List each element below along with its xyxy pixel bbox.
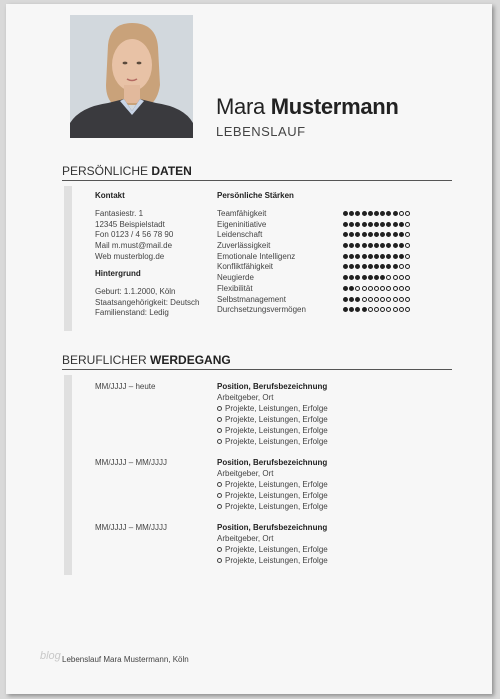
job-achievement xyxy=(217,425,328,436)
rating-dot-filled xyxy=(374,211,379,216)
rating-dot-filled xyxy=(386,254,391,259)
rating-dot-empty xyxy=(393,286,398,291)
bullet-circle-icon xyxy=(217,406,222,411)
job-employer: Arbeitgeber, Ort xyxy=(217,469,274,478)
strength-row xyxy=(217,209,427,220)
career-section-title xyxy=(62,353,231,367)
job-achievement-text: Projekte, Leistungen, Erfolge xyxy=(225,556,328,565)
rating-dot-filled xyxy=(343,232,348,237)
job-achievement xyxy=(217,414,328,425)
rating-dot-filled xyxy=(368,264,373,269)
job-achievement-text: Projekte, Leistungen, Erfolge xyxy=(225,415,328,424)
rating-dot-filled xyxy=(368,211,373,216)
job-achievement-text: Projekte, Leistungen, Erfolge xyxy=(225,437,328,446)
job-date: MM/JJJJ – MM/JJJJ xyxy=(95,458,167,467)
rating-dot-filled xyxy=(355,297,360,302)
strengths-heading: Persönliche Stärken xyxy=(217,191,294,200)
rating-dot-filled xyxy=(368,232,373,237)
rating-dot-filled xyxy=(393,232,398,237)
rating-dot-filled xyxy=(349,211,354,216)
rating-dot-filled xyxy=(343,211,348,216)
rating-dot-filled xyxy=(393,243,398,248)
rating-dot-filled xyxy=(374,254,379,259)
strength-name: Durchsetzungsvermögen xyxy=(217,305,306,315)
rating-dot-filled xyxy=(362,211,367,216)
rating-dot-filled xyxy=(393,254,398,259)
job-achievement-text: Projekte, Leistungen, Erfolge xyxy=(225,502,328,511)
strength-name: Zuverlässigkeit xyxy=(217,241,271,251)
rating-dot-filled xyxy=(355,243,360,248)
strength-rating xyxy=(343,286,410,291)
job-achievement xyxy=(217,479,328,490)
rating-dot-filled xyxy=(368,254,373,259)
job-position: Position, Berufsbezeichnung xyxy=(217,382,328,391)
strength-row xyxy=(217,295,427,306)
job-achievement-text: Projekte, Leistungen, Erfolge xyxy=(225,491,328,500)
rating-dot-filled xyxy=(386,211,391,216)
job-employer: Arbeitgeber, Ort xyxy=(217,393,274,402)
career-title-light: BERUFLICHER xyxy=(62,353,147,367)
background-list xyxy=(95,287,200,319)
rating-dot-empty xyxy=(405,264,410,269)
bullet-circle-icon xyxy=(217,504,222,509)
rating-dot-filled xyxy=(374,243,379,248)
rating-dot-empty xyxy=(374,307,379,312)
rating-dot-filled xyxy=(374,222,379,227)
rating-dot-filled xyxy=(399,243,404,248)
strength-name: Emotionale Intelligenz xyxy=(217,251,296,261)
rating-dot-filled xyxy=(380,264,385,269)
rating-dot-empty xyxy=(386,286,391,291)
first-name: Mara xyxy=(216,94,265,119)
strength-name: Selbstmanagement xyxy=(217,294,286,304)
job-entry xyxy=(217,457,328,512)
strength-rating xyxy=(343,211,410,216)
job-entry xyxy=(217,381,328,447)
job-date: MM/JJJJ – heute xyxy=(95,382,156,391)
background-birth: Geburt: 1.1.2000, Köln xyxy=(95,287,176,296)
rating-dot-empty xyxy=(399,286,404,291)
rating-dot-empty xyxy=(405,307,410,312)
strength-rating xyxy=(343,232,410,237)
rating-dot-filled xyxy=(355,211,360,216)
rating-dot-filled xyxy=(374,275,379,280)
rating-dot-filled xyxy=(362,243,367,248)
rating-dot-empty xyxy=(380,307,385,312)
personal-title-light: PERSÖNLICHE xyxy=(62,164,149,178)
bullet-circle-icon xyxy=(217,428,222,433)
job-entry xyxy=(217,522,328,566)
job-achievement xyxy=(217,436,328,447)
rating-dot-filled xyxy=(368,243,373,248)
rating-dot-empty xyxy=(393,297,398,302)
strengths-list xyxy=(217,209,427,316)
rating-dot-empty xyxy=(405,275,410,280)
rating-dot-filled xyxy=(386,222,391,227)
job-achievement xyxy=(217,501,328,512)
rating-dot-empty xyxy=(386,297,391,302)
rating-dot-filled xyxy=(374,264,379,269)
last-name: Mustermann xyxy=(270,94,399,119)
rating-dot-filled xyxy=(386,243,391,248)
job-achievement xyxy=(217,555,328,566)
rating-dot-filled xyxy=(399,222,404,227)
portrait-image xyxy=(70,15,193,138)
contact-heading: Kontakt xyxy=(95,191,125,200)
bullet-circle-icon xyxy=(217,417,222,422)
strength-rating xyxy=(343,254,410,259)
rating-dot-empty xyxy=(405,232,410,237)
rating-dot-filled xyxy=(355,232,360,237)
job-achievement xyxy=(217,490,328,501)
rating-dot-filled xyxy=(380,275,385,280)
rating-dot-filled xyxy=(343,264,348,269)
rating-dot-empty xyxy=(399,307,404,312)
rating-dot-filled xyxy=(368,222,373,227)
rating-dot-filled xyxy=(343,307,348,312)
background-nationality: Staatsangehörigkeit: Deutsch xyxy=(95,297,200,307)
rating-dot-empty xyxy=(399,264,404,269)
rating-dot-filled xyxy=(343,243,348,248)
strength-name: Leidenschaft xyxy=(217,230,263,240)
rating-dot-empty xyxy=(405,286,410,291)
job-achievement-text: Projekte, Leistungen, Erfolge xyxy=(225,480,328,489)
strength-rating xyxy=(343,307,410,312)
rating-dot-filled xyxy=(393,211,398,216)
rating-dot-empty xyxy=(368,297,373,302)
rating-dot-filled xyxy=(399,232,404,237)
rating-dot-empty xyxy=(399,211,404,216)
rating-dot-filled xyxy=(399,254,404,259)
rating-dot-empty xyxy=(405,254,410,259)
profile-photo xyxy=(70,15,193,138)
full-name xyxy=(216,94,399,120)
job-achievement-text: Projekte, Leistungen, Erfolge xyxy=(225,404,328,413)
rating-dot-empty xyxy=(386,275,391,280)
bullet-circle-icon xyxy=(217,493,222,498)
resume-page xyxy=(6,4,492,694)
rating-dot-filled xyxy=(349,254,354,259)
rating-dot-filled xyxy=(362,222,367,227)
strength-rating xyxy=(343,275,410,280)
career-title-bold: WERDEGANG xyxy=(150,353,231,367)
job-achievement xyxy=(217,403,328,414)
rating-dot-empty xyxy=(399,297,404,302)
rating-dot-filled xyxy=(355,264,360,269)
rating-dot-filled xyxy=(349,222,354,227)
rating-dot-filled xyxy=(362,254,367,259)
rating-dot-empty xyxy=(374,297,379,302)
rating-dot-filled xyxy=(349,286,354,291)
strength-rating xyxy=(343,222,410,227)
rating-dot-filled xyxy=(355,222,360,227)
rating-dot-filled xyxy=(386,264,391,269)
rating-dot-filled xyxy=(374,232,379,237)
rating-dot-filled xyxy=(362,264,367,269)
strength-row xyxy=(217,273,427,284)
rating-dot-filled xyxy=(355,254,360,259)
strength-row xyxy=(217,305,427,316)
rating-dot-empty xyxy=(405,297,410,302)
rating-dot-empty xyxy=(355,286,360,291)
personal-section-rule xyxy=(62,180,452,181)
rating-dot-filled xyxy=(362,307,367,312)
rating-dot-empty xyxy=(393,275,398,280)
rating-dot-filled xyxy=(343,275,348,280)
job-employer: Arbeitgeber, Ort xyxy=(217,534,274,543)
strength-name: Konfliktfähigkeit xyxy=(217,262,274,272)
rating-dot-empty xyxy=(368,286,373,291)
rating-dot-filled xyxy=(362,232,367,237)
rating-dot-filled xyxy=(343,254,348,259)
strength-row xyxy=(217,230,427,241)
bullet-circle-icon xyxy=(217,558,222,563)
rating-dot-filled xyxy=(355,275,360,280)
watermark: blog xyxy=(40,650,61,662)
rating-dot-empty xyxy=(380,297,385,302)
rating-dot-empty xyxy=(380,286,385,291)
personal-section-title xyxy=(62,164,192,178)
rating-dot-filled xyxy=(380,243,385,248)
strength-rating xyxy=(343,243,410,248)
rating-dot-filled xyxy=(355,307,360,312)
rating-dot-empty xyxy=(393,307,398,312)
rating-dot-empty xyxy=(368,307,373,312)
rating-dot-filled xyxy=(349,297,354,302)
strength-name: Neugierde xyxy=(217,273,254,283)
footer-text: Lebenslauf Mara Mustermann, Köln xyxy=(62,655,189,664)
rating-dot-filled xyxy=(393,222,398,227)
contact-phone: Fon 0123 / 4 56 78 90 xyxy=(95,230,174,240)
contact-web: Web musterblog.de xyxy=(95,251,165,261)
rating-dot-empty xyxy=(405,211,410,216)
job-achievement xyxy=(217,544,328,555)
rating-dot-filled xyxy=(349,275,354,280)
strength-name: Teamfähigkeit xyxy=(217,209,267,218)
document-subtitle: LEBENSLAUF xyxy=(216,124,306,139)
rating-dot-filled xyxy=(380,232,385,237)
rating-dot-filled xyxy=(349,243,354,248)
bullet-circle-icon xyxy=(217,482,222,487)
contact-address-city: 12345 Beispielstadt xyxy=(95,219,165,229)
contact-mail: Mail m.must@mail.de xyxy=(95,241,173,251)
strength-row xyxy=(217,220,427,231)
rating-dot-empty xyxy=(386,307,391,312)
job-position: Position, Berufsbezeichnung xyxy=(217,523,328,532)
rating-dot-filled xyxy=(349,307,354,312)
rating-dot-filled xyxy=(386,232,391,237)
personal-side-bar xyxy=(64,186,72,331)
rating-dot-filled xyxy=(343,297,348,302)
rating-dot-filled xyxy=(349,264,354,269)
rating-dot-filled xyxy=(380,254,385,259)
bullet-circle-icon xyxy=(217,547,222,552)
bullet-circle-icon xyxy=(217,439,222,444)
strength-name: Flexibilität xyxy=(217,283,253,293)
strength-row xyxy=(217,241,427,252)
strength-row xyxy=(217,284,427,295)
strength-rating xyxy=(343,264,410,269)
rating-dot-filled xyxy=(380,211,385,216)
contact-address-street: Fantasiestr. 1 xyxy=(95,209,144,218)
rating-dot-empty xyxy=(374,286,379,291)
background-heading: Hintergrund xyxy=(95,269,141,278)
contact-list xyxy=(95,209,173,263)
job-achievement-text: Projekte, Leistungen, Erfolge xyxy=(225,426,328,435)
career-side-bar xyxy=(64,375,72,575)
job-date: MM/JJJJ – MM/JJJJ xyxy=(95,523,167,532)
career-section-rule xyxy=(62,369,452,370)
rating-dot-filled xyxy=(380,222,385,227)
strength-name: Eigeninitiative xyxy=(217,219,267,229)
strength-row xyxy=(217,252,427,263)
rating-dot-filled xyxy=(362,275,367,280)
rating-dot-filled xyxy=(349,232,354,237)
rating-dot-empty xyxy=(399,275,404,280)
rating-dot-filled xyxy=(393,264,398,269)
rating-dot-filled xyxy=(343,222,348,227)
personal-title-bold: DATEN xyxy=(151,164,192,178)
rating-dot-empty xyxy=(362,297,367,302)
rating-dot-filled xyxy=(343,286,348,291)
job-achievement-text: Projekte, Leistungen, Erfolge xyxy=(225,545,328,554)
rating-dot-empty xyxy=(405,243,410,248)
background-marital-status: Familienstand: Ledig xyxy=(95,308,169,318)
strength-row xyxy=(217,262,427,273)
rating-dot-empty xyxy=(362,286,367,291)
strength-rating xyxy=(343,297,410,302)
rating-dot-filled xyxy=(368,275,373,280)
rating-dot-empty xyxy=(405,222,410,227)
job-position: Position, Berufsbezeichnung xyxy=(217,458,328,467)
